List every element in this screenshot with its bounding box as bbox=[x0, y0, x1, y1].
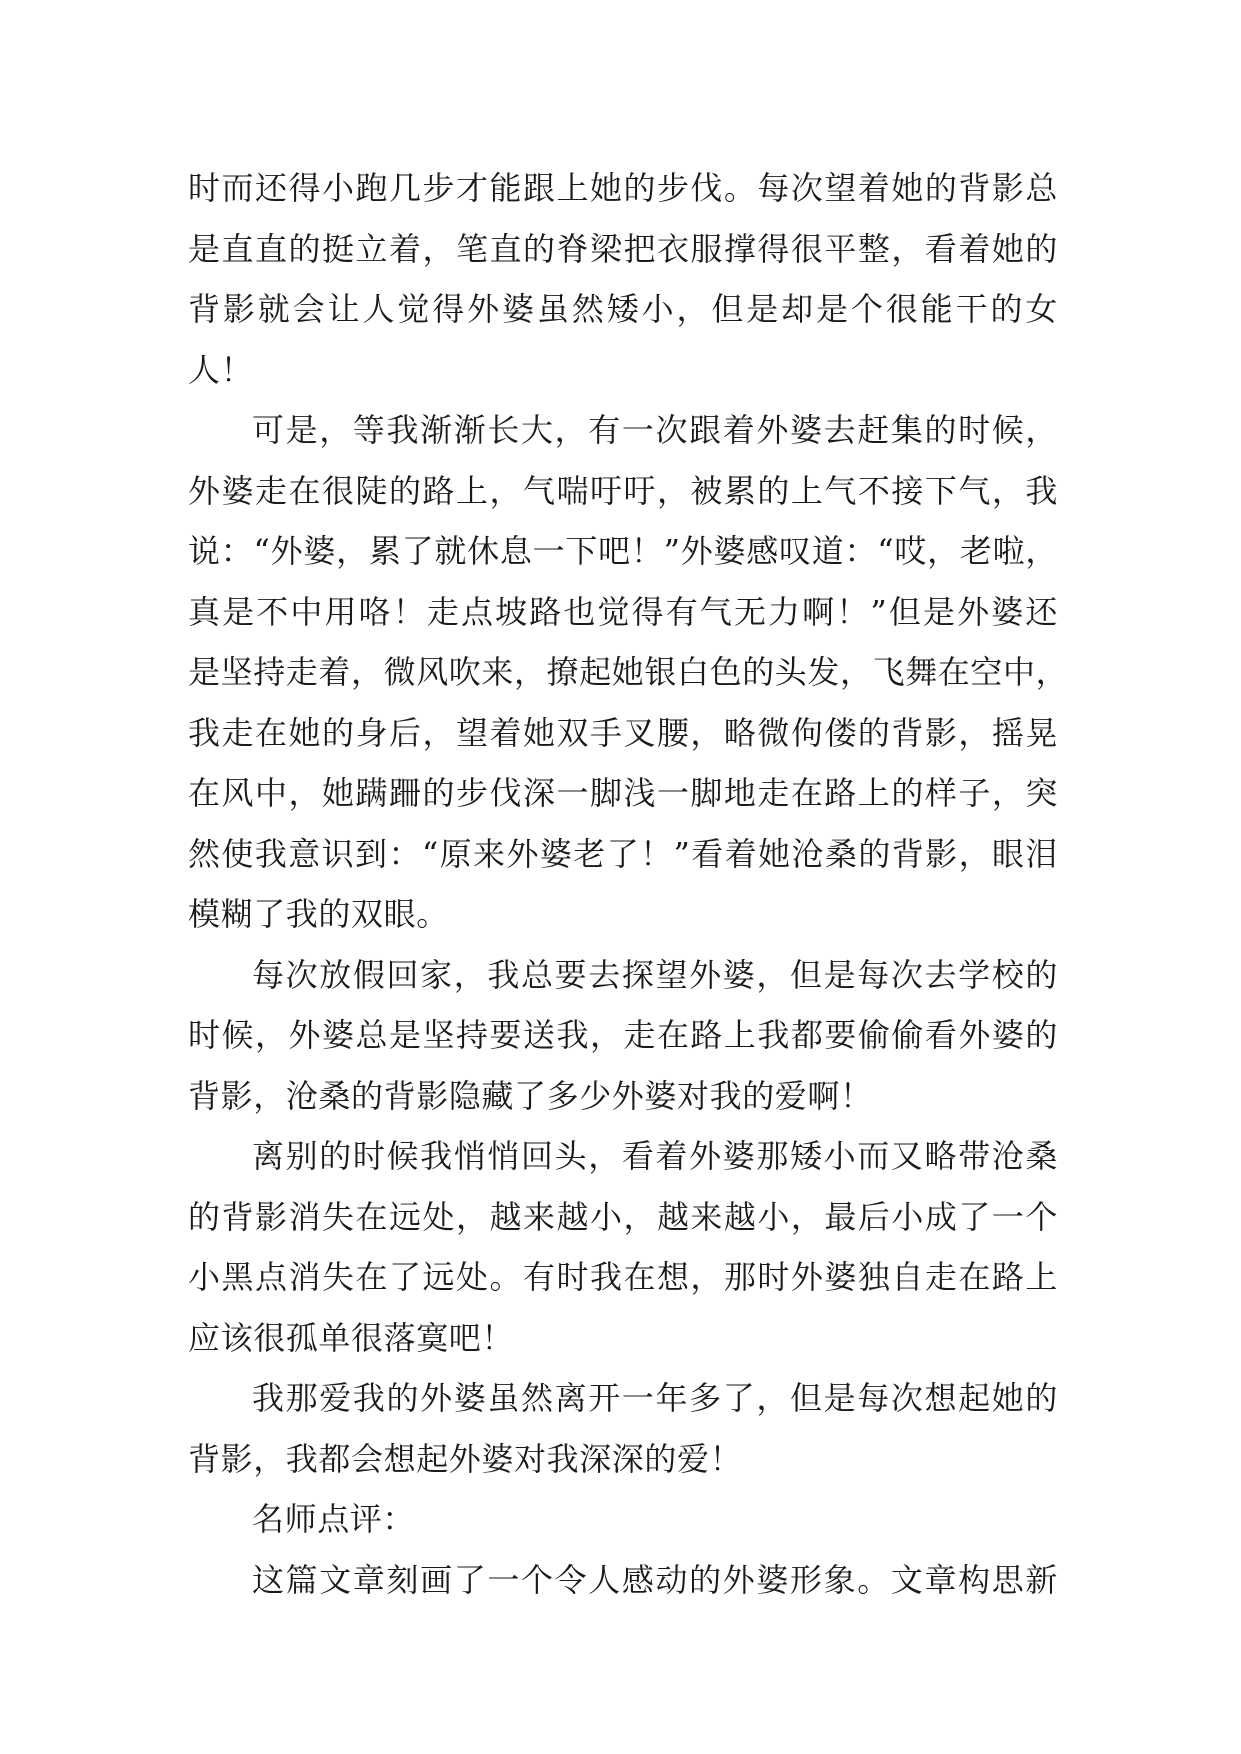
text-line: 在风中，她蹒跚的步伐深一脚浅一脚地走在路上的样子，突 bbox=[188, 774, 1058, 812]
text-line: 时候，外婆总是坚持要送我，走在路上我都要偷偷看外婆的 bbox=[188, 1016, 1058, 1054]
text-line: 真是不中用咯！走点坡路也觉得有气无力啊！”但是外婆还 bbox=[188, 592, 1058, 631]
text-line: 小黑点消失在了远处。有时我在想，那时外婆独自走在路上 bbox=[188, 1258, 1058, 1296]
text-line: 离别的时候我悄悄回头，看着外婆那矮小而又略带沧桑 bbox=[252, 1137, 1058, 1175]
text-line: 名师点评： bbox=[252, 1500, 416, 1538]
text-line: 应该很孤单很落寞吧！ bbox=[188, 1318, 515, 1357]
text-line: 这篇文章刻画了一个令人感动的外婆形象。文章构思新 bbox=[252, 1560, 1058, 1599]
text-line: 是直直的挺立着，笔直的脊梁把衣服撑得很平整，看着她的 bbox=[188, 229, 1058, 268]
text-line: 每次放假回家，我总要去探望外婆，但是每次去学校的 bbox=[252, 955, 1058, 994]
text-line: 背影，我都会想起外婆对我深深的爱！ bbox=[188, 1439, 743, 1478]
text-line: 是坚持走着，微风吹来，撩起她银白色的头发，飞舞在空中， bbox=[188, 653, 1069, 691]
text-line: 说：“外婆，累了就休息一下吧！”外婆感叹道：“哎，老啦， bbox=[188, 532, 1058, 570]
document-body bbox=[188, 158, 1069, 1610]
text-line: 然使我意识到：“原来外婆老了！”看着她沧桑的背影，眼泪 bbox=[188, 834, 1058, 873]
text-line: 可是，等我渐渐长大，有一次跟着外婆去赶集的时候， bbox=[252, 411, 1058, 449]
text-line: 背影就会让人觉得外婆虽然矮小，但是却是个很能干的女 bbox=[188, 290, 1058, 328]
text-line: 模糊了我的双眼。 bbox=[188, 895, 449, 933]
text-line: 外婆走在很陡的路上，气喘吁吁，被累的上气不接下气，我 bbox=[188, 471, 1058, 510]
text-line: 人！ bbox=[188, 350, 254, 389]
text-line: 我那爱我的外婆虽然离开一年多了，但是每次想起她的 bbox=[252, 1379, 1058, 1417]
text-line: 时而还得小跑几步才能跟上她的步伐。每次望着她的背影总 bbox=[188, 169, 1058, 207]
text-line: 的背影消失在远处，越来越小，越来越小，最后小成了一个 bbox=[188, 1197, 1058, 1236]
text-line: 背影，沧桑的背影隐藏了多少外婆对我的爱啊！ bbox=[188, 1076, 873, 1115]
text-line: 我走在她的身后，望着她双手叉腰，略微佝偻的背影，摇晃 bbox=[188, 713, 1058, 752]
